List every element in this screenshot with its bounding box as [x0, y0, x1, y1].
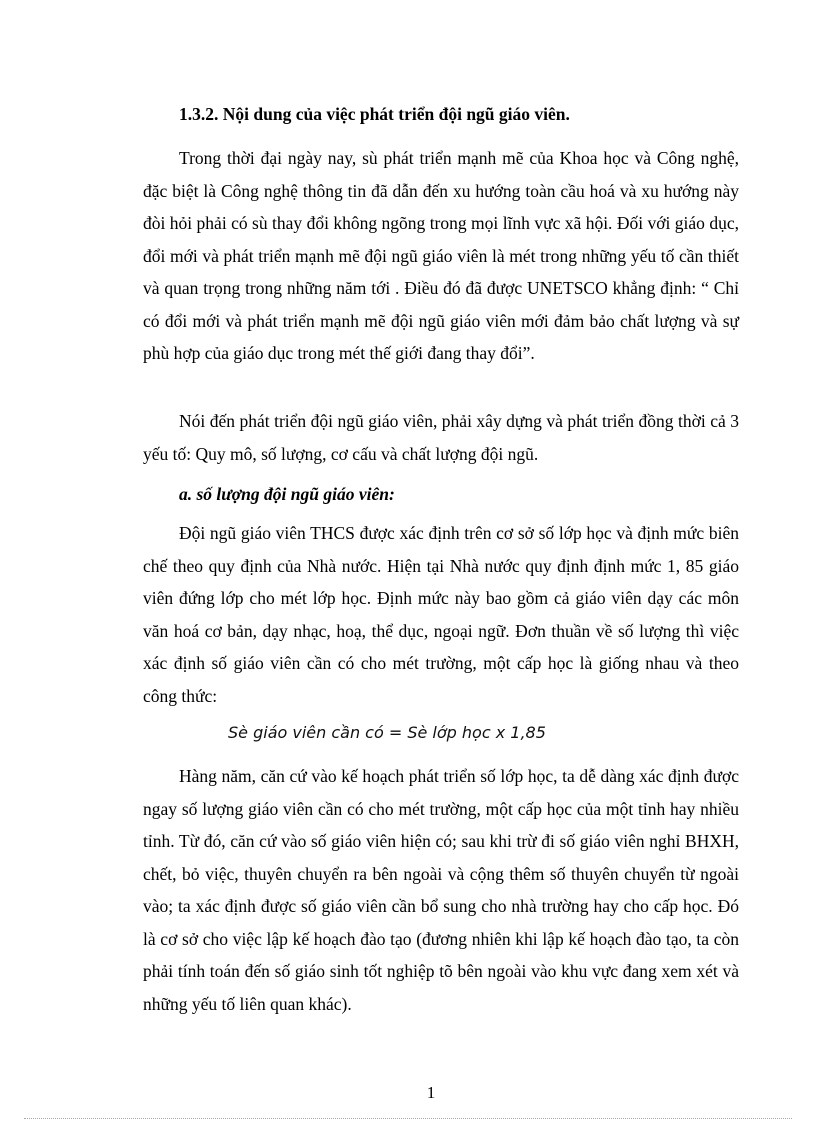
page-number: 1	[426, 1083, 436, 1102]
formula: Sè giáo viên cần có = Sè lớp học x 1,85	[228, 723, 546, 742]
paragraph-factors: Nói đến phát triển đội ngũ giáo viên, phải xây dựng và phát triển đồng thời cả 3 yếu tố: Quy mô, số lượng, cơ cấu và chất lượng đội ngũ.	[143, 411, 739, 464]
paragraph-staffing-norm: Đội ngũ giáo viên THCS được xác định trên cơ sở số lớp học và định mức biên chế theo quy định của Nhà nước. Hiện tại Nhà nước quy định định mức 1, 85 giáo viên đứng lớp cho mét lớp học. Định mức này bao gồm cả giáo viên dạy các môn văn hoá cơ bản, dạy nhạc, hoạ, thể dục, ngoại ngữ. Đơn thuần về số lượng thì việc xác định số giáo viên cần có cho mét trường, một cấp học là giống nhau và theo công thức:	[143, 523, 739, 706]
footer-divider	[24, 1118, 792, 1119]
section-heading: 1.3.2. Nội dung của việc phát triển đội ngũ giáo viên.	[179, 104, 570, 124]
paragraph-annual-planning: Hàng năm, căn cứ vào kế hoạch phát triển số lớp học, ta dễ dàng xác định được ngay số lượng giáo viên cần có cho mét trường, một cấp học của một tỉnh hay nhiều tỉnh. Từ đó, căn cứ vào số giáo viên hiện có; sau khi trừ đi số giáo viên nghỉ BHXH, chết, bỏ việc, thuyên chuyển ra bên ngoài và cộng thêm số thuyên chuyển từ ngoài vào; ta xác định được số giáo viên cần bổ sung cho nhà trường hay cho cấp học. Đó là cơ sở cho việc lập kế hoạch đào tạo (đương nhiên khi lập kế hoạch đào tạo, ta còn phải tính toán đến số giáo sinh tốt nghiệp tõ bên ngoài vào khu vực đang xem xét và những yếu tố liên quan khác).	[143, 766, 739, 1014]
subsection-heading: a. số lượng đội ngũ giáo viên:	[179, 484, 395, 504]
paragraph-intro: Trong thời đại ngày nay, sù phát triển mạnh mẽ của Khoa học và Công nghệ, đặc biệt là Công nghệ thông tin đã dẫn đến xu hướng toàn cầu hoá và xu hướng này đòi hỏi phải có sù thay đổi không ngõng trong mọi lĩnh vực xã hội. Đối với giáo dục, đổi mới và phát triển mạnh mẽ đội ngũ giáo viên là mét trong những yếu tố cần thiết và quan trọng trong những năm tới . Điều đó đã được UNETSCO khẳng định: “ Chỉ có đổi mới và phát triển mạnh mẽ đội ngũ giáo viên mới đảm bảo chất lượng và sự phù hợp của giáo dục trong mét thế giới đang thay đổi”.	[143, 148, 739, 363]
